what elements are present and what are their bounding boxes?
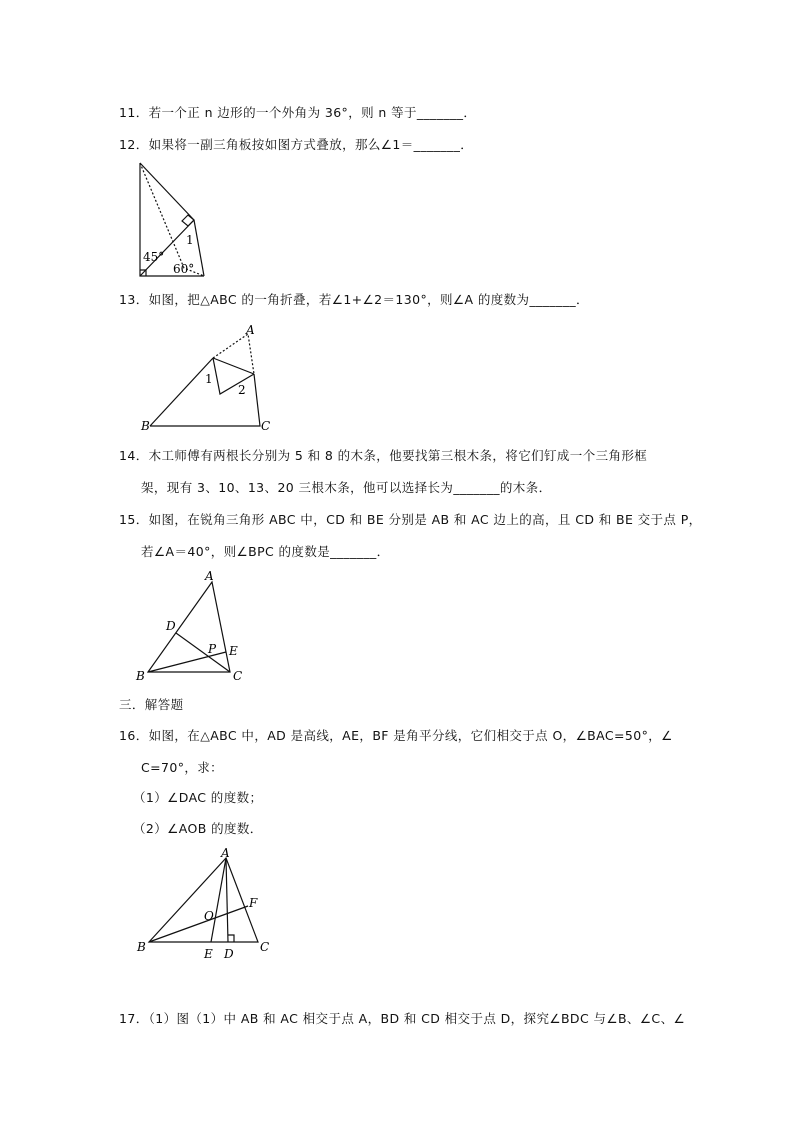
fold-line: [213, 358, 254, 374]
label-A: A: [205, 569, 214, 583]
triangle-abc: [148, 582, 230, 672]
bisector-bf: [149, 906, 248, 942]
dashed-original-corner: [213, 334, 254, 374]
question-16-sub-2: （2）∠AOB 的度数．: [133, 821, 263, 836]
question-14-line-2: 架，现有 3、10、13、20 三根木条，他可以选择长为_______的木条．: [141, 480, 552, 495]
right-angle-mark: [228, 935, 234, 942]
label-E: E: [204, 947, 213, 961]
label-B: B: [136, 669, 145, 683]
label-D: D: [166, 619, 176, 633]
label-C: C: [260, 940, 270, 954]
label-B: B: [137, 940, 146, 954]
section-3-title: 三．解答题: [119, 697, 184, 712]
label-E: E: [229, 644, 238, 658]
label-angle-2: 2: [238, 383, 246, 397]
label-angle-1: 1: [205, 372, 213, 386]
question-14-line-1: 14．木工师傅有两根长分别为 5 和 8 的木条，他要找第三根木条，将它们钉成一个三角形框: [119, 448, 648, 463]
folded-flap: [213, 358, 254, 394]
label-45: 45°: [143, 250, 165, 264]
label-D: D: [224, 947, 234, 961]
bisector-ae: [211, 858, 226, 942]
label-F: F: [249, 896, 258, 910]
question-16-sub-1: （1）∠DAC 的度数；: [133, 790, 263, 805]
figure-q16-triangle: [133, 846, 283, 964]
label-A: A: [221, 846, 230, 860]
figure-q12-triangle-rulers: [128, 158, 218, 283]
label-O: O: [204, 909, 214, 923]
hypotenuse-line: [140, 163, 194, 220]
label-C: C: [261, 419, 271, 433]
label-angle-1: 1: [186, 233, 194, 247]
label-B: B: [141, 419, 150, 433]
label-P: P: [208, 642, 217, 656]
right-angle-mark: [182, 215, 194, 226]
label-A: A: [246, 323, 255, 337]
label-C: C: [233, 669, 243, 683]
question-15-line-1: 15．如图，在锐角三角形 ABC 中，CD 和 BE 分别是 AB 和 AC 边上的高，且 CD 和 BE 交于点 P，: [119, 512, 702, 527]
figure-q13-folded-triangle: [138, 322, 278, 434]
question-15-line-2: 若∠A＝40°，则∠BPC 的度数是_______．: [141, 544, 390, 559]
question-16-line-1: 16．如图，在△ABC 中，AD 是高线，AE，BF 是角平分线，它们相交于点 O，∠BAC=50°，∠: [119, 728, 673, 743]
question-16-line-2: C=70°，求：: [141, 760, 224, 775]
question-13: 13．如图，把△ABC 的一角折叠，若∠1+∠2＝130°，则∠A 的度数为_______．: [119, 292, 589, 307]
figure-q15-acute-triangle: [132, 568, 252, 686]
question-12: 12．如果将一副三角板按如图方式叠放，那么∠1＝_______．: [119, 137, 474, 152]
label-60: 60°: [173, 262, 195, 276]
triangle-abc: [149, 858, 258, 942]
question-17-line-1: 17．（1）图（1）中 AB 和 AC 相交于点 A，BD 和 CD 相交于点 D，探究∠BDC 与∠B、∠C、∠: [119, 1011, 686, 1026]
question-11: 11．若一个正 n 边形的一个外角为 36°，则 n 等于_______．: [119, 105, 477, 120]
altitude-ad: [226, 858, 228, 942]
side-ab: [150, 358, 213, 426]
